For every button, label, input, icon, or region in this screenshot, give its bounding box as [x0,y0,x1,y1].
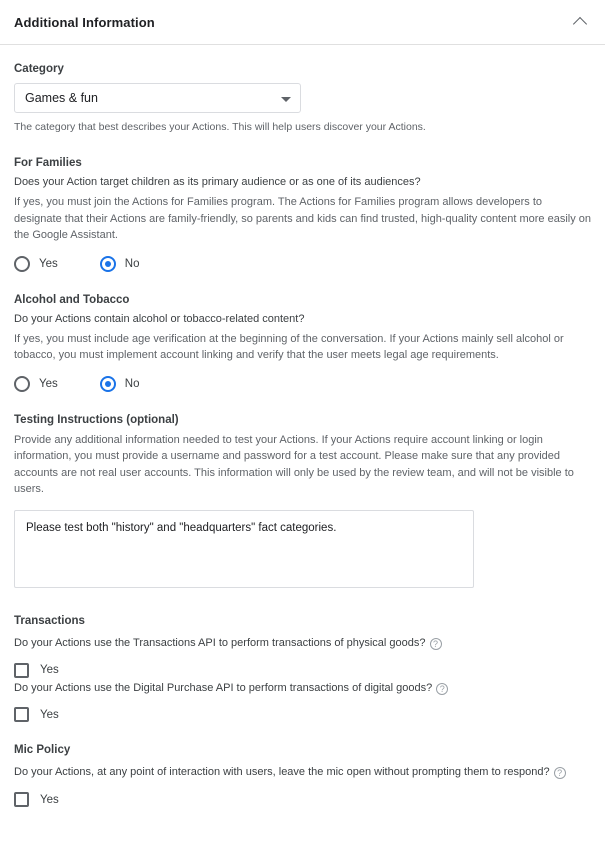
category-label: Category [14,63,64,75]
for-families-label: For Families [14,157,82,170]
mic-policy-label: Mic Policy [14,744,71,757]
alcohol-tobacco-radio-yes[interactable] [14,376,58,392]
for-families-helper-text: If yes, you must join the Actions for Families program. The Actions for Families program allows developers to designate that their Actions are family-friendly, so parents and kids can find trusted, high-quality content more easily on the Google Assistant. [14,196,591,242]
testing-instructions-section [12,414,593,593]
transactions-digital-question: Do your Actions use the Digital Purchase API to perform transactions of digital goods? [14,681,433,694]
mic-policy-question: Do your Actions, at any point of interaction with users, leave the mic open without prompting them to respond? [14,766,550,779]
for-families-yes-label: Yes [39,257,58,270]
transactions-physical-question-row [14,637,442,649]
category-helper-text: The category that best describes your Actions. This will help users discover your Actions. [14,121,426,133]
transactions-digital-checkbox-label: Yes [40,708,59,721]
page-title: Additional Information [14,14,155,30]
alcohol-tobacco-helper-text: If yes, you must include age verification at the beginning of the conversation. If your Actions mainly sell alcohol or tobacco, you must implement account linking and verify that the user meets legal age requirements. [14,332,564,362]
transactions-physical-checkbox-label: Yes [40,664,59,677]
checkbox-icon[interactable] [14,663,29,678]
radio-selected-icon[interactable] [100,256,116,272]
help-icon[interactable]: ? [436,683,448,695]
transactions-physical-checkbox-row[interactable] [14,663,591,678]
mic-policy-checkbox-row[interactable] [14,792,591,807]
alcohol-tobacco-radio-group [14,376,591,392]
for-families-radio-no[interactable] [100,256,140,272]
radio-selected-icon[interactable] [100,376,116,392]
mic-policy-section [12,744,593,807]
alcohol-tobacco-section [12,294,593,392]
category-section [12,63,593,135]
header-divider [0,44,605,45]
alcohol-tobacco-yes-label: Yes [39,377,58,390]
chevron-down-icon[interactable] [281,97,291,102]
radio-icon[interactable] [14,256,30,272]
category-selected-value: Games & fun [25,91,98,105]
alcohol-tobacco-label: Alcohol and Tobacco [14,293,130,306]
panel-header[interactable] [12,0,593,44]
for-families-no-label: No [124,257,140,270]
radio-icon[interactable] [14,376,30,392]
mic-policy-question-row [14,766,566,778]
mic-policy-checkbox-label: Yes [40,793,59,806]
for-families-radio-group [14,256,591,272]
category-select[interactable] [14,83,301,113]
help-icon[interactable]: ? [554,767,566,779]
transactions-section [12,615,593,723]
testing-instructions-label: Testing Instructions (optional) [14,413,179,426]
for-families-section [12,157,593,271]
checkbox-icon[interactable] [14,792,29,807]
alcohol-tobacco-radio-no[interactable] [100,376,140,392]
alcohol-tobacco-no-label: No [124,377,140,390]
transactions-label: Transactions [14,614,85,627]
for-families-question: Does your Action target children as its primary audience or as one of its audiences? [14,176,421,189]
testing-instructions-helper-text: Provide any additional information needed to test your Actions. If your Actions require account linking or login information, you must provide a username and password for a test account. Please make sure that any provided accounts are not real user accounts. This information will only be used by the review team, and will not be visible to users. [14,433,574,496]
transactions-digital-checkbox-row[interactable] [14,707,591,722]
chevron-up-icon[interactable] [571,12,591,32]
checkbox-icon[interactable] [14,707,29,722]
testing-instructions-input[interactable] [14,510,474,588]
alcohol-tobacco-question: Do your Actions contain alcohol or tobacco-related content? [14,312,305,325]
help-icon[interactable]: ? [430,638,442,650]
transactions-digital-question-row [14,682,448,694]
for-families-radio-yes[interactable] [14,256,58,272]
transactions-physical-question: Do your Actions use the Transactions API to perform transactions of physical goods? [14,636,426,649]
